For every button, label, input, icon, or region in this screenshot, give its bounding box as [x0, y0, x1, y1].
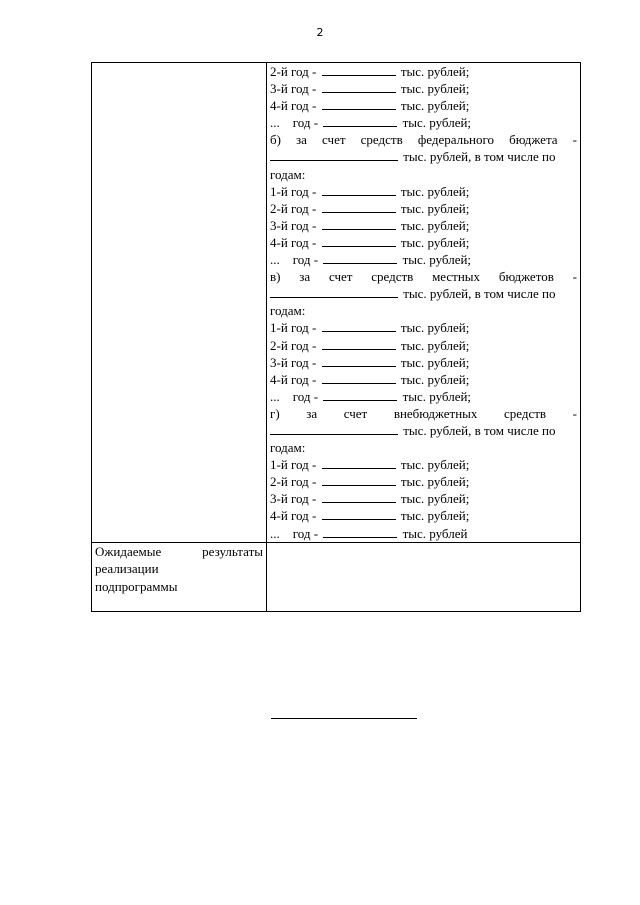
page-number: 2 — [316, 26, 324, 39]
blank-field — [322, 63, 396, 76]
blank-field — [270, 148, 398, 161]
local-year-line: 1-й год - тыс. рублей; — [270, 320, 470, 336]
local-year-line: 2-й год - тыс. рублей; — [270, 337, 470, 353]
blank-field — [323, 251, 397, 264]
blank-field — [323, 388, 397, 401]
blank-field — [322, 234, 396, 247]
funding-label-cell — [92, 63, 267, 543]
federal-intro: б) за счет средств федерального бюджета - — [270, 132, 577, 148]
blank-field — [322, 200, 396, 213]
blank-field — [270, 285, 398, 298]
results-label-line: реализации — [95, 561, 159, 577]
blank-field — [323, 525, 397, 538]
funding-row — [92, 63, 581, 543]
results-value-cell — [267, 542, 581, 611]
local-total-line: тыс. рублей, в том числе по — [270, 285, 577, 302]
blank-field — [322, 473, 396, 486]
results-label-cell — [92, 542, 267, 611]
extrabudget-year-line: 2-й год - тыс. рублей; — [270, 474, 470, 490]
funding-details-cell — [267, 63, 581, 543]
extrabudget-year-line: 4-й год - тыс. рублей; — [270, 508, 470, 524]
funding-line: 4-й год - тыс. рублей; — [270, 98, 470, 114]
local-year-line: 4-й год - тыс. рублей; — [270, 371, 470, 387]
end-divider — [271, 718, 417, 719]
blank-field — [322, 80, 396, 93]
funding-line: ... год - тыс. рублей; — [270, 115, 472, 131]
results-row — [92, 542, 581, 611]
federal-year-line: 4-й год - тыс. рублей; — [270, 234, 470, 250]
blank-field — [322, 97, 396, 110]
extrabudget-year-line: ... год - тыс. рублей — [270, 525, 468, 541]
blank-field — [322, 456, 396, 469]
extrabudget-year-line: 1-й год - тыс. рублей; — [270, 457, 470, 473]
extrabudget-intro: г) за счет внебюджетных средств - — [270, 405, 577, 421]
federal-by-years: годам: — [270, 166, 306, 182]
local-year-line: 3-й год - тыс. рублей; — [270, 354, 470, 370]
blank-field — [323, 114, 397, 127]
federal-year-line: 3-й год - тыс. рублей; — [270, 217, 470, 233]
federal-year-line: ... год - тыс. рублей; — [270, 252, 472, 268]
extrabudget-year-line: 3-й год - тыс. рублей; — [270, 491, 470, 507]
blank-field — [322, 337, 396, 350]
funding-line: 2-й год - тыс. рублей; — [270, 64, 470, 79]
local-intro: в) за счет средств местных бюджетов - — [270, 269, 577, 285]
extrabudget-total-line: тыс. рублей, в том числе по — [270, 422, 577, 439]
funding-line: 3-й год - тыс. рублей; — [270, 81, 470, 97]
results-label-line: подпрограммы — [95, 578, 178, 594]
subprogram-passport-table — [91, 62, 581, 612]
blank-field — [322, 217, 396, 230]
federal-total-line: тыс. рублей, в том числе по — [270, 148, 577, 165]
blank-field — [322, 354, 396, 367]
federal-year-line: 2-й год - тыс. рублей; — [270, 200, 470, 216]
federal-year-line: 1-й год - тыс. рублей; — [270, 183, 470, 199]
local-year-line: ... год - тыс. рублей; — [270, 388, 472, 404]
blank-field — [322, 183, 396, 196]
blank-field — [322, 371, 396, 384]
results-label-line: Ожидаемые результаты — [95, 543, 263, 559]
local-by-years: годам: — [270, 303, 306, 319]
blank-field — [322, 319, 396, 332]
blank-field — [270, 422, 398, 435]
extrabudget-by-years: годам: — [270, 440, 306, 456]
blank-field — [322, 490, 396, 503]
blank-field — [322, 507, 396, 520]
